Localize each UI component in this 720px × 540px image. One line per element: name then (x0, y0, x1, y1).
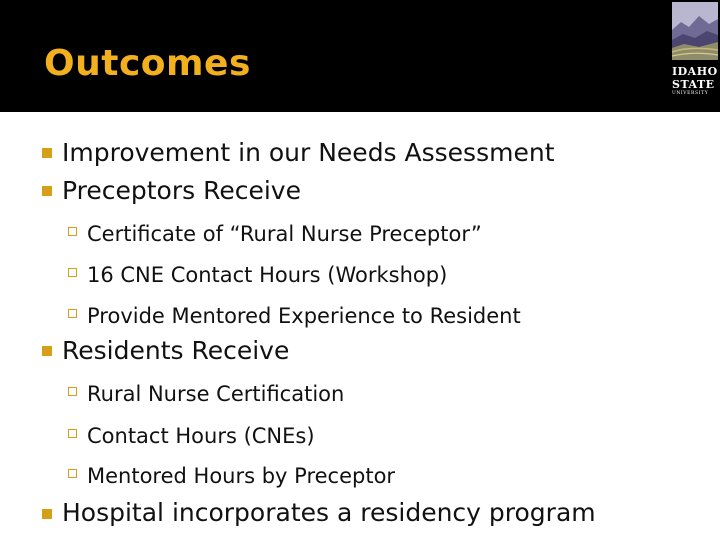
sub-bullet-item: Rural Nurse Certification (87, 382, 345, 406)
logo-text-idaho: IDAHO (672, 65, 718, 78)
bullet-icon (42, 148, 52, 158)
bullet-icon (42, 346, 52, 356)
sub-bullet-item: 16 CNE Contact Hours (Workshop) (87, 263, 448, 287)
bullet-item: Hospital incorporates a residency program (62, 498, 596, 527)
bullet-icon (42, 186, 52, 196)
sub-bullet-icon (68, 387, 77, 396)
bullet-item: Residents Receive (62, 336, 290, 365)
sub-bullet-item: Contact Hours (CNEs) (87, 424, 315, 448)
sub-bullet-item: Provide Mentored Experience to Resident (87, 304, 521, 328)
logo-text-state: STATE (672, 78, 715, 91)
sub-bullet-item: Certificate of “Rural Nurse Preceptor” (87, 222, 482, 246)
sub-bullet-icon (68, 268, 77, 277)
sub-bullet-icon (68, 429, 77, 438)
slide-title: Outcomes (44, 43, 251, 84)
sub-bullet-icon (68, 469, 77, 478)
bullet-item: Improvement in our Needs Assessment (62, 138, 555, 167)
sub-bullet-icon (68, 227, 77, 236)
bullet-icon (42, 509, 52, 519)
sub-bullet-icon (68, 309, 77, 318)
bullet-item: Preceptors Receive (62, 176, 301, 205)
sub-bullet-item: Mentored Hours by Preceptor (87, 464, 396, 488)
logo-text-university: UNIVERSITY (672, 91, 709, 96)
